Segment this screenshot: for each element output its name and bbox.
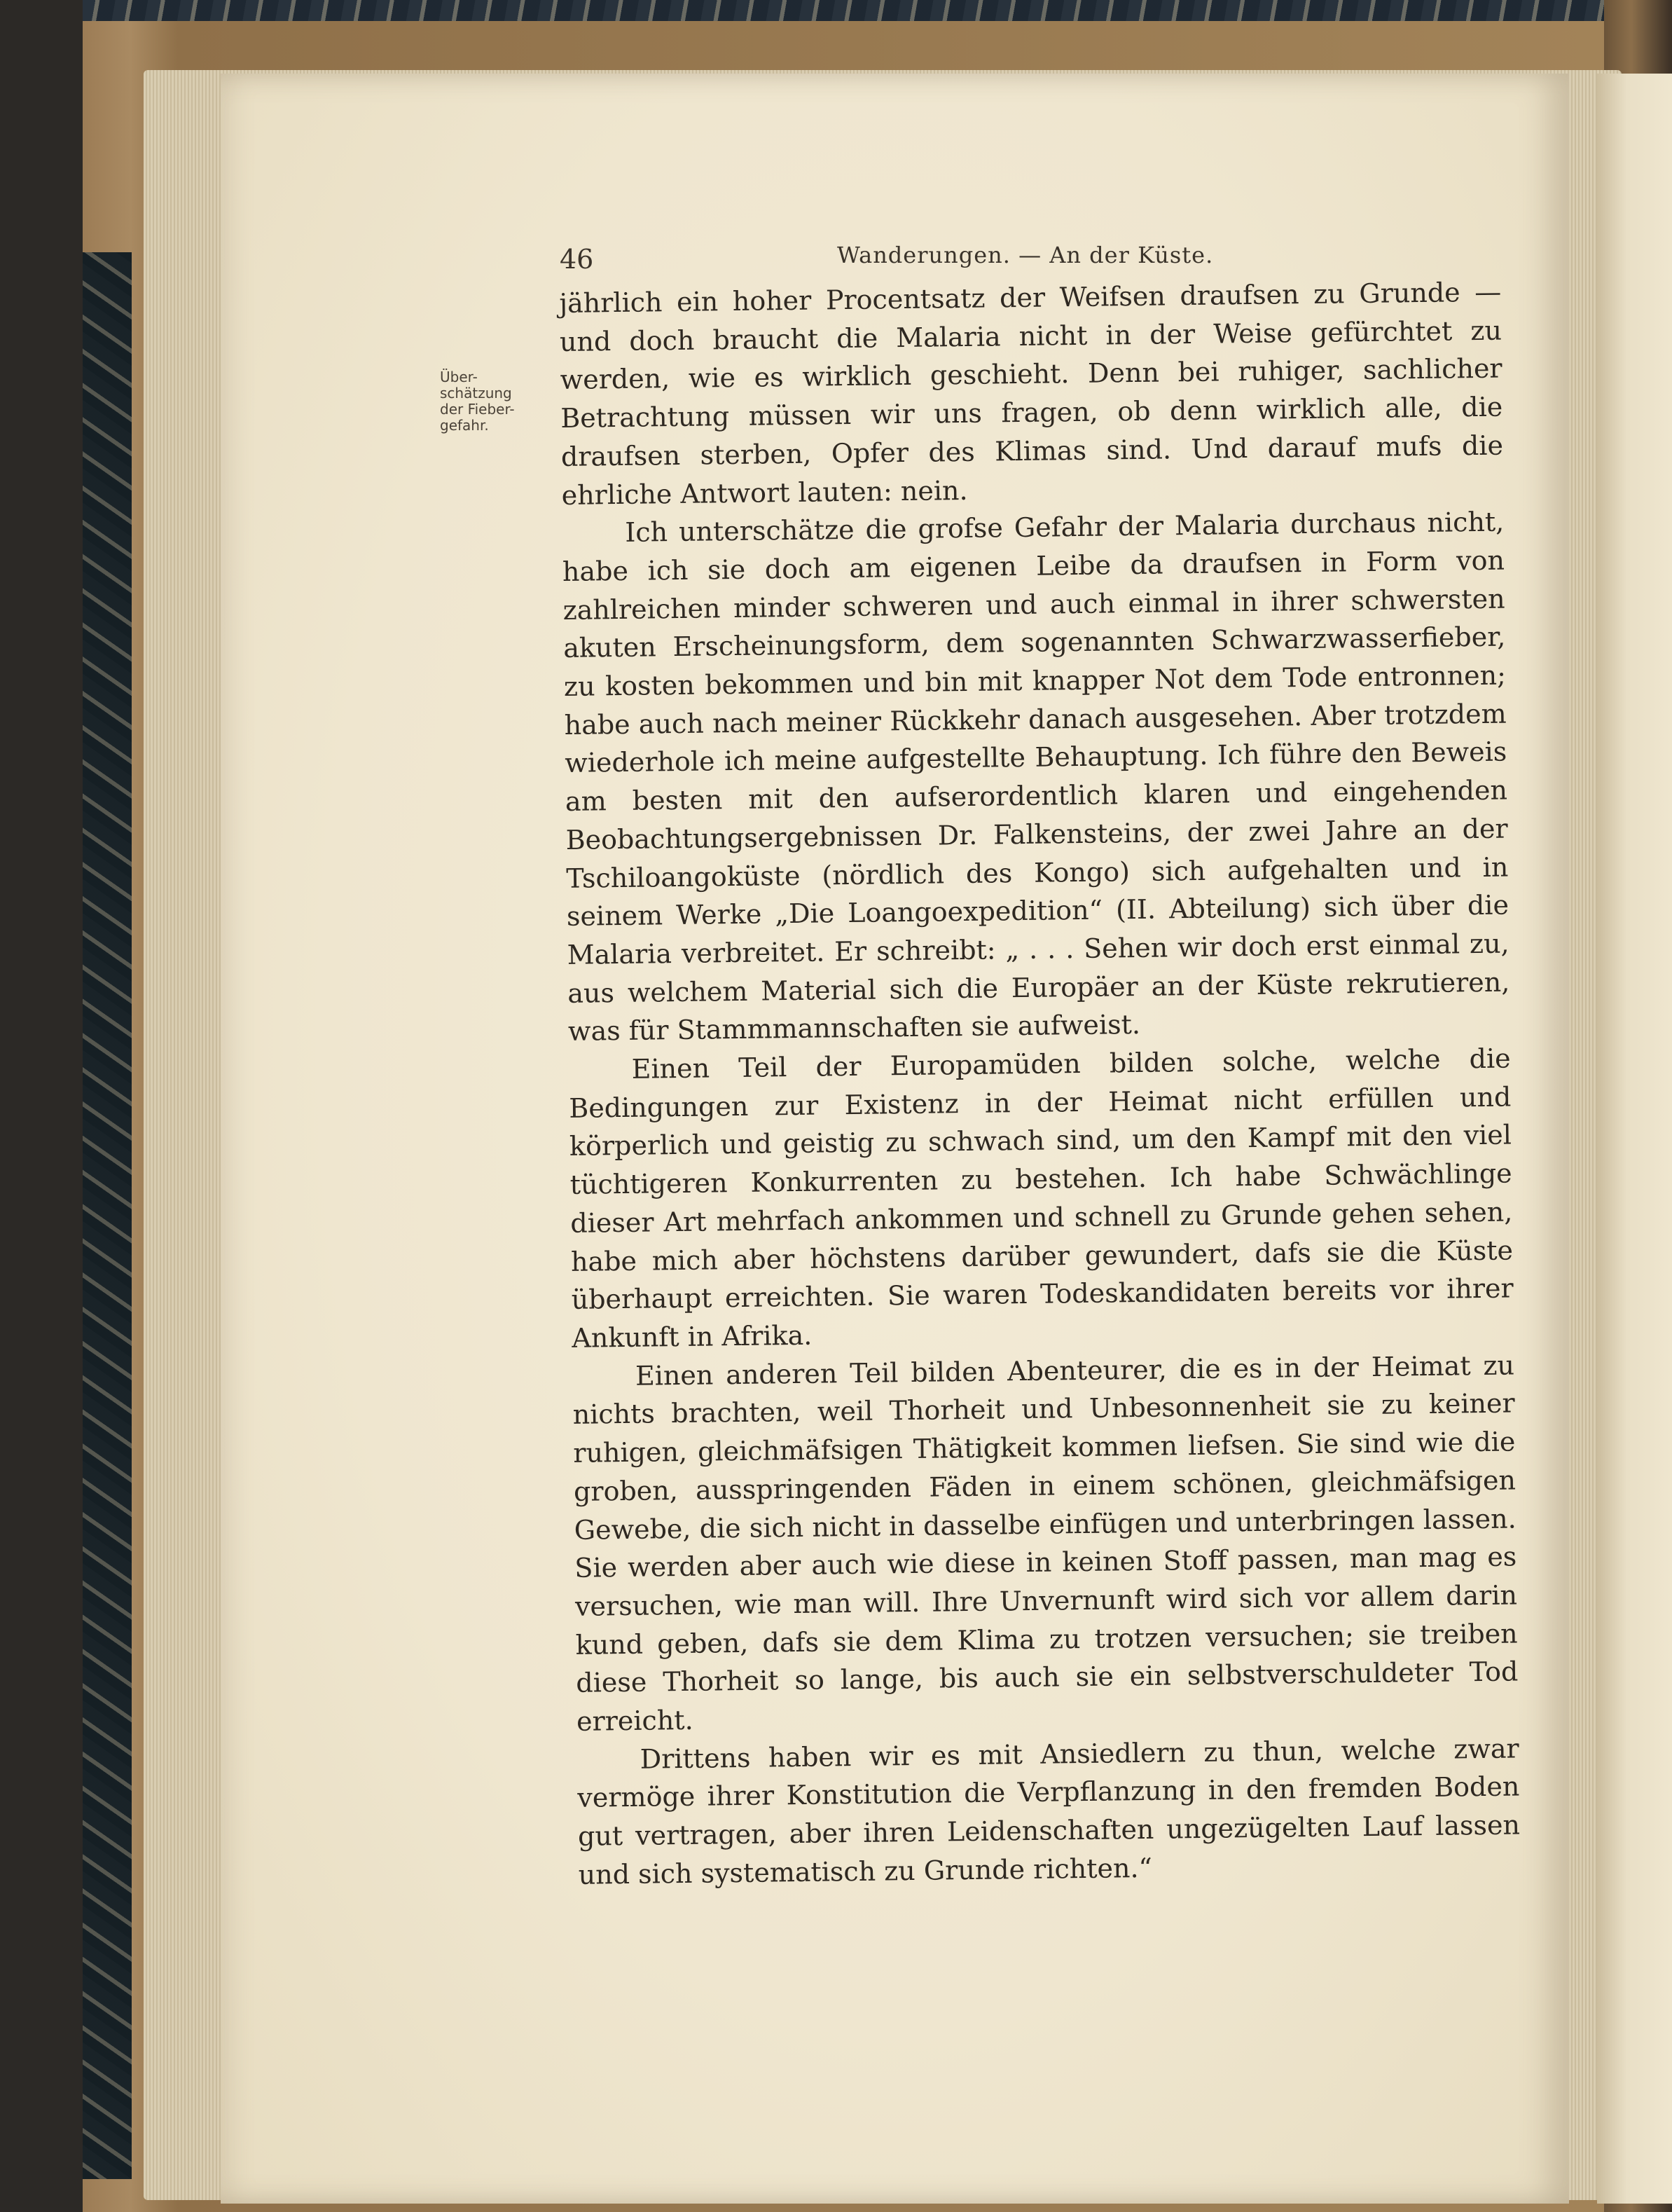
paragraph: Einen anderen Teil bilden Abenteurer, die es in der Heimat zu nichts brachten, weil Thorheit und Unbesonnenheit sie zu keiner ruhigen, gleichmäfsigen Thätigkeit kommen liefsen. Sie sind wie die groben, ausspringenden Fäden in einem schönen, gleichmäfsigen Gewebe, die sich nicht in dasselbe einfügen und unterbringen lassen. Sie werden aber auch wie diese in keinen Stoff passen, man mag es versuchen, wie man will. Ihre Unvernunft wird sich vor allem darin kund geben, dafs sie dem Klima zu trotzen versuchen; sie treiben diese Thorheit so lange, bis auch sie ein selbstverschuldeter Tod erreicht.: [572, 1349, 1519, 1737]
running-head: Wanderungen. — An der Küste.: [837, 242, 1214, 268]
body-text: [559, 273, 1521, 1895]
paragraph: Drittens haben wir es mit Ansiedlern zu thun, welche zwar vermöge ihrer Konstitution die Verpflanzung in den fremden Boden gut vertragen, aber ihren Leidenschaften ungezügelten Lauf lassen und sich systematisch zu Grunde richten.“: [577, 1733, 1521, 1890]
margin-note-line: Über-: [440, 369, 478, 385]
margin-note-line: gefahr.: [440, 417, 489, 434]
paragraph: Ich unterschätze die grofse Gefahr der Malaria durchaus nicht, habe ich sie doch am eigenen Leibe da draufsen in Form von zahlreichen minder schweren und auch einmal in ihrer schwersten akuten Erscheinungsform, dem sogenannten Schwarzwasserfieber, zu kosten bekommen und bin mit knapper Not dem Tode entronnen; habe auch nach meiner Rückkehr danach ausgesehen. Aber trotzdem wiederhole ich meine aufgestellte Behauptung. Ich führe den Beweis am besten mit den aufserordentlich klaren und eingehenden Beobachtungsergebnissen Dr. Falkensteins, der zwei Jahre an der Tschiloangoküste (nördlich des Kongo) sich aufgehalten und in seinem Werke „Die Loangoexpedition“ (II. Abteilung) sich über die Malaria verbreitet. Er schreibt: „ . . . Sehen wir doch erst einmal zu, aus welchem Material sich die Europäer an der Küste rekrutieren, was für Stammmannschaften sie aufweist.: [562, 506, 1510, 1047]
margin-note: [440, 369, 538, 434]
paragraph: jährlich ein hoher Procentsatz der Weifsen draufsen zu Grunde — und doch braucht die Malaria nicht in der Weise gefürchtet zu werden, wie es wirklich geschieht. Denn bei ruhiger, sachlicher Betrachtung müssen wir uns fragen, ob denn wirklich alle, die draufsen sterben, Opfer des Klimas sind. Und darauf mufs die ehrliche Antwort lauten: nein.: [559, 276, 1504, 511]
facing-page-edge: [1597, 74, 1672, 2204]
marbled-board-edge: [83, 252, 132, 2179]
page-number: 46: [560, 244, 594, 275]
margin-note-line: der Fieber-: [440, 401, 515, 418]
margin-note-line: schätzung: [440, 385, 512, 401]
paragraph: Einen Teil der Europamüden bilden solche, welche die Bedingungen zur Existenz in der Heimat nicht erfüllen und körperlich und geistig zu schwach sind, um den Kampf mit den viel tüchtigeren Konkurrenten zu bestehen. Ich habe Schwächlinge dieser Art mehrfach ankommen und schnell zu Grunde gehen sehen, habe mich aber höchstens darüber gewundert, dafs sie die Küste überhaupt erreichten. Sie waren Todeskandidaten bereits vor ihrer Ankunft in Afrika.: [569, 1043, 1514, 1354]
